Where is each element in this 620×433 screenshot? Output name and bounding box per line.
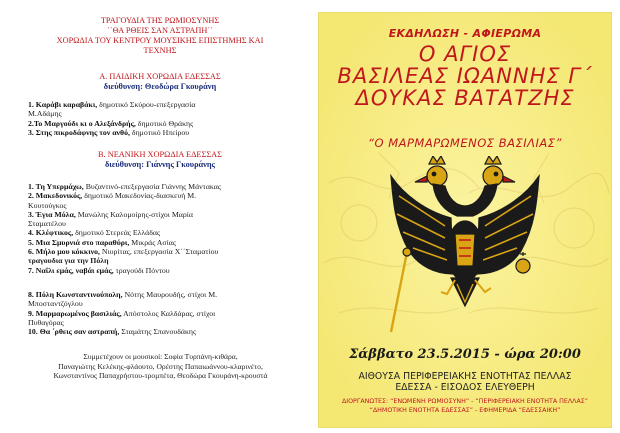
event-date: Σάββατο 23.5.2015 - ώρα 20:00: [349, 347, 581, 362]
song-credit: Πυθαγόρας: [28, 317, 64, 327]
song-credit: Σταματέλου: [28, 219, 66, 229]
event-venue: [319, 371, 611, 393]
song-title: 5. Μια Σμυρνιά στο παραθύρι,: [28, 237, 130, 247]
song-credit: δημοτικό Στερεάς Ελλάδας: [73, 228, 161, 238]
song-credit: Απόστολος Καλδάρας, στίχοι: [121, 308, 216, 318]
song-title: 3. Στης πικροδάφνης τον ανθό,: [28, 127, 130, 137]
song-title: 2. Μακεδονικός,: [28, 191, 83, 201]
song-credit: Νότης Μαυρουδής, στίχοι Μ.: [122, 290, 218, 299]
song-title: 7. Ναΐλι εμάς, ναβάι εμάς,: [28, 265, 114, 275]
list-item: [28, 247, 296, 256]
list-item: [28, 290, 296, 299]
list-item: [28, 100, 296, 109]
list-item: [28, 119, 296, 128]
section-a-heading: [30, 72, 290, 92]
list-item: [28, 266, 296, 275]
song-credit: Νιυρίτας, επεξεργασία Χ΄΄Σταματίου: [99, 247, 219, 257]
song-title: 4. Κλέφτικος,: [28, 228, 74, 238]
musicians-line: Κωνσταντίνος Παπαχρήστου-τρομπέτα, Θεοδώρα Γκουράνη-κρουστά: [53, 371, 268, 380]
song-title: 9. Μαρμαρωμένος βασιλιάς,: [28, 308, 122, 318]
list-item: [28, 128, 296, 137]
song-title: 3. Έγια Μόλα,: [28, 209, 76, 219]
list-item: [28, 210, 296, 219]
poster-title: [319, 43, 611, 109]
event-label: ΕΚΔΗΛΩΣΗ - ΑΦΙΕΡΩΜΑ: [388, 27, 542, 40]
section-a-title: Α. ΠΑΙΔΙΚΗ ΧΟΡΩΔΙΑ ΕΔΕΣΣΑΣ: [99, 72, 221, 81]
song-credit: τραγούδι Πόντου: [113, 265, 170, 275]
header-line: ΄΄ΘΑ ΡΘΕΙΣ ΣΑΝ ΑΣΤΡΑΠΗ΄΄: [107, 26, 213, 35]
list-item: [28, 228, 296, 237]
musicians-line: Παναγιώτης Κελέκης-φλάουτο, Ορέστης Παπαιωάννου-κλαρινέτο,: [58, 361, 263, 371]
song-title: 2.Το Μαργούδι κι ο Αλεξάνδρής,: [28, 118, 136, 128]
list-item: [28, 191, 296, 200]
song-credit: Μανώλης Καλομοίρης-στίχοι Μαρία: [75, 209, 193, 219]
list-item: [28, 238, 296, 247]
song-title: 8. Πόλη Κωνσταντινούπολη,: [28, 290, 123, 299]
venue-line: ΕΔΕΣΣΑ - ΕΙΣΟΔΟΣ ΕΛΕΥΘΕΡΗ: [395, 382, 535, 393]
subheading-constantinople-songs: τραγουδια για την Πόλη: [28, 256, 109, 266]
event-poster: [318, 12, 612, 428]
double-headed-eagle-icon: [385, 156, 545, 336]
list-item: [28, 219, 296, 228]
list-item: [28, 327, 296, 336]
title-line: Ο ΑΓΙΟΣ: [418, 42, 512, 66]
title-line: ΔΟΥΚΑΣ ΒΑΤΑΤΖΗΣ: [355, 86, 575, 110]
list-item: [28, 182, 296, 191]
song-credit: Μ.Αδάμης: [28, 109, 62, 119]
song-title: 10. Θα ΄ρθεις σαν αστραπή,: [28, 327, 120, 337]
section-a-director: διεύθυνση: Θεοδώρα Γκουράνη: [103, 82, 217, 91]
song-title: 6. Μήλο μου κόκκινο,: [28, 247, 100, 257]
organizers-line: ΔΙΟΡΓΑΝΩΤΕΣ: “ΕΝΩΜΕΝΗ ΡΩΜΙΟΣΥΝΗ” - “ΠΕΡΙΦΕΡΕΙΑΚΗ ΕΝΟΤΗΤΑ ΠΕΛΛΑΣ”: [341, 398, 589, 405]
section-b-list: [28, 182, 296, 275]
organizers-line: “ΔΗΜΟΤΙΚΗ ΕΝΟΤΗΤΑ ΕΔΕΣΣΑΣ” - ΕΦΗΜΕΡΙΔΑ “ΕΔΕΣΣΑΙΚΗ”: [369, 406, 561, 414]
song-credit: δημοτικό Μακεδονίας-διασκευή Μ.: [82, 191, 197, 201]
list-item: [28, 309, 296, 318]
section-b-title: Β. ΝΕΑΝΙΚΗ ΧΟΡΩΔΙΑ ΕΔΕΣΣΑΣ: [98, 150, 222, 159]
song-credit: Σταμάτης Σπανουδάκης: [119, 327, 197, 337]
song-credit: Μικράς Ασίας: [129, 237, 176, 247]
song-credit: δημοτικό Σκύρου-επεξεργασία: [97, 100, 196, 109]
header-line: ΤΡΑΓΟΥΔΙΑ ΤΗΣ ΡΩΜΙΟΣΥΝΗΣ: [100, 16, 220, 25]
list-item: [28, 299, 296, 308]
section-b-director: διεύθυνση: Γιάννης Γκουράνης: [104, 160, 216, 169]
section-b-list-continued: [28, 290, 296, 336]
list-item: [28, 201, 296, 210]
title-line: ΒΑΣΙΛΕΑΣ ΙΩΑΝΝΗΣ Γ΄: [337, 64, 593, 88]
header-line: ΤΕΧΝΗΣ: [143, 46, 177, 55]
venue-line: ΑΙΘΟΥΣΑ ΠΕΡΙΦΕΡΕΙΑΚΗΣ ΕΝΟΤΗΤΑΣ ΠΕΛΛΑΣ: [358, 371, 572, 382]
section-a-list: [28, 100, 296, 137]
song-title: 1. Τη Υπερμάχω,: [28, 182, 84, 191]
section-b-heading: [30, 150, 290, 170]
program-header: [30, 16, 290, 56]
musicians-line: Συμμετέχουν οι μουσικοί: Σοφία Τυρπάνη-κιθάρα,: [83, 352, 238, 361]
song-credit: δημοτικό Θράκης: [135, 118, 194, 128]
song-credit: δημοτικό Ηπείρου: [129, 127, 190, 137]
poster-subtitle: “Ο ΜΑΡΜΑΡΩΜΕΝΟΣ ΒΑΣΙΛΙΑΣ”: [368, 136, 562, 150]
musicians-credits: [28, 352, 293, 381]
organizers: [319, 398, 611, 415]
header-line: ΧΟΡΩΔΙΑ ΤΟΥ ΚΕΝΤΡΟΥ ΜΟΥΣΙΚΗΣ ΕΠΙΣΤΗΜΗΣ ΚΑΙ: [56, 36, 264, 45]
song-credit: Κουτούγκος: [28, 200, 67, 210]
list-item: [28, 109, 296, 118]
song-credit: Μποσταντζόγλου: [28, 299, 83, 309]
list-item: [28, 318, 296, 327]
song-credit: Βυζαντινό-επεξεργασία Γιάννης Μάντακας: [83, 182, 221, 191]
song-title: 1. Καράβι καραβάκι,: [28, 100, 98, 109]
